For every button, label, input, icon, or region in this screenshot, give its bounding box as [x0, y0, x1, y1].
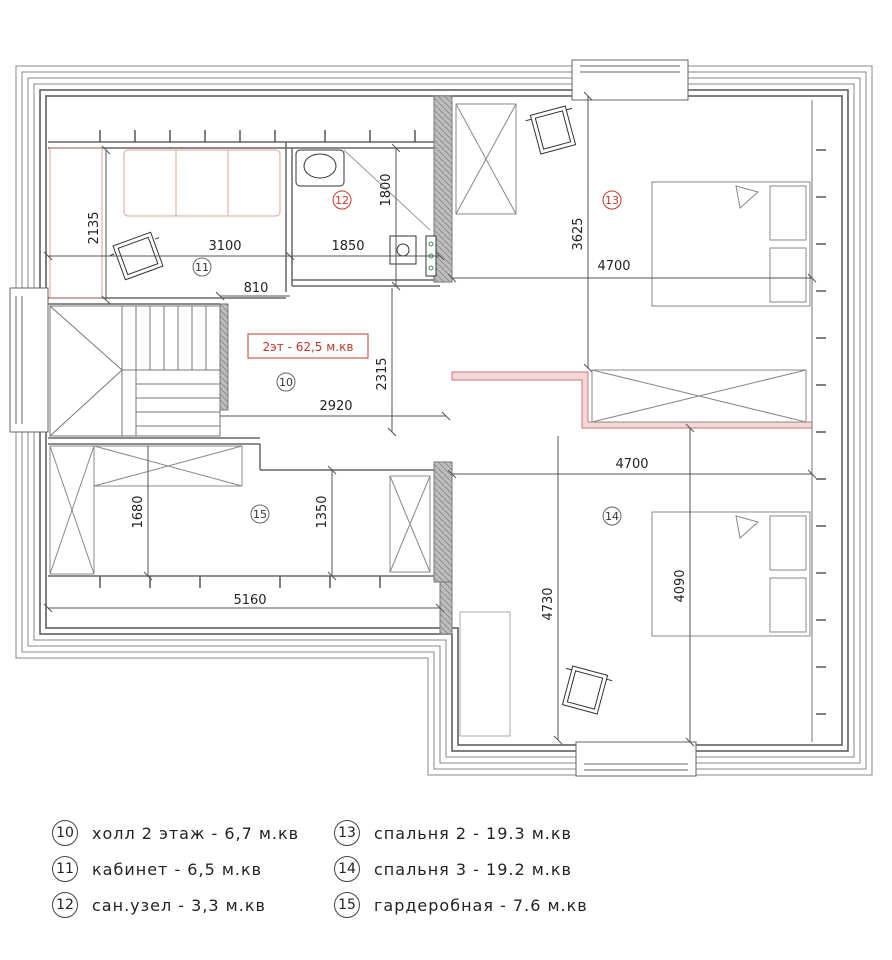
dim-3100: 3100	[208, 239, 242, 254]
dim-2135: 2135	[87, 211, 102, 245]
window-bottom	[576, 742, 696, 776]
dim-5160: 5160	[233, 593, 267, 608]
svg-text:12: 12	[335, 194, 349, 207]
dim-810: 810	[243, 281, 269, 296]
total-area-box	[248, 334, 368, 358]
total-area-label: 2эт - 62,5 м.кв	[262, 340, 354, 354]
bedroom3-furniture	[460, 512, 810, 736]
legend-label: сан.узел - 3,3 м.кв	[92, 895, 266, 915]
legend-num: 13	[334, 820, 360, 846]
legend-num: 11	[52, 856, 78, 882]
window-top	[572, 60, 688, 100]
legend-item-11	[52, 856, 262, 882]
wardrobe-shelves	[50, 446, 430, 574]
dim-1350: 1350	[315, 495, 330, 529]
legend-label: кабинет - 6,5 м.кв	[92, 859, 263, 879]
legend-item-10	[52, 820, 299, 846]
dim-1800: 1800	[379, 173, 394, 207]
legend-item-13	[334, 820, 572, 846]
legend-label: гардеробная - 7.6 м.кв	[374, 895, 588, 915]
room-tag-11	[193, 258, 211, 276]
dim-1680: 1680	[131, 495, 146, 529]
room-tag-13	[603, 191, 621, 209]
window-left	[10, 288, 48, 432]
dimension-lines	[44, 92, 816, 746]
dim-4730: 4730	[541, 587, 556, 621]
legend-item-15	[334, 892, 588, 918]
svg-text:15: 15	[253, 508, 267, 521]
legend-item-12	[52, 892, 266, 918]
staircase	[50, 306, 220, 436]
bedroom-partition	[452, 372, 812, 428]
office-furniture	[50, 148, 280, 298]
legend-label: холл 2 этаж - 6,7 м.кв	[92, 823, 300, 843]
dim-4700-upper: 4700	[597, 259, 631, 274]
room-tag-15	[251, 505, 269, 523]
svg-text:14: 14	[605, 510, 619, 523]
legend	[0, 800, 892, 960]
dim-1850: 1850	[331, 239, 365, 254]
bathroom-fixtures	[296, 150, 436, 276]
svg-text:11: 11	[195, 261, 209, 274]
room-tag-10	[277, 373, 295, 391]
legend-num: 10	[52, 820, 78, 846]
dimension-labels	[87, 173, 688, 620]
room-tag-14	[603, 507, 621, 525]
bedroom2-chair	[525, 104, 582, 155]
svg-text:10: 10	[279, 376, 293, 389]
dim-2920: 2920	[319, 399, 353, 414]
wall-ticks-right	[812, 100, 826, 742]
room-tag-12	[333, 191, 351, 209]
dim-4090: 4090	[673, 569, 688, 603]
legend-label: спальня 3 - 19.2 м.кв	[374, 859, 572, 879]
dim-3625: 3625	[571, 217, 586, 251]
legend-label: спальня 2 - 19.3 м.кв	[374, 823, 572, 843]
legend-num: 12	[52, 892, 78, 918]
dim-4700-lower: 4700	[615, 457, 649, 472]
legend-num: 15	[334, 892, 360, 918]
legend-num: 14	[334, 856, 360, 882]
bedroom3-chair	[557, 664, 614, 715]
dim-2315: 2315	[375, 357, 390, 391]
svg-text:13: 13	[605, 194, 619, 207]
legend-item-14	[334, 856, 572, 882]
